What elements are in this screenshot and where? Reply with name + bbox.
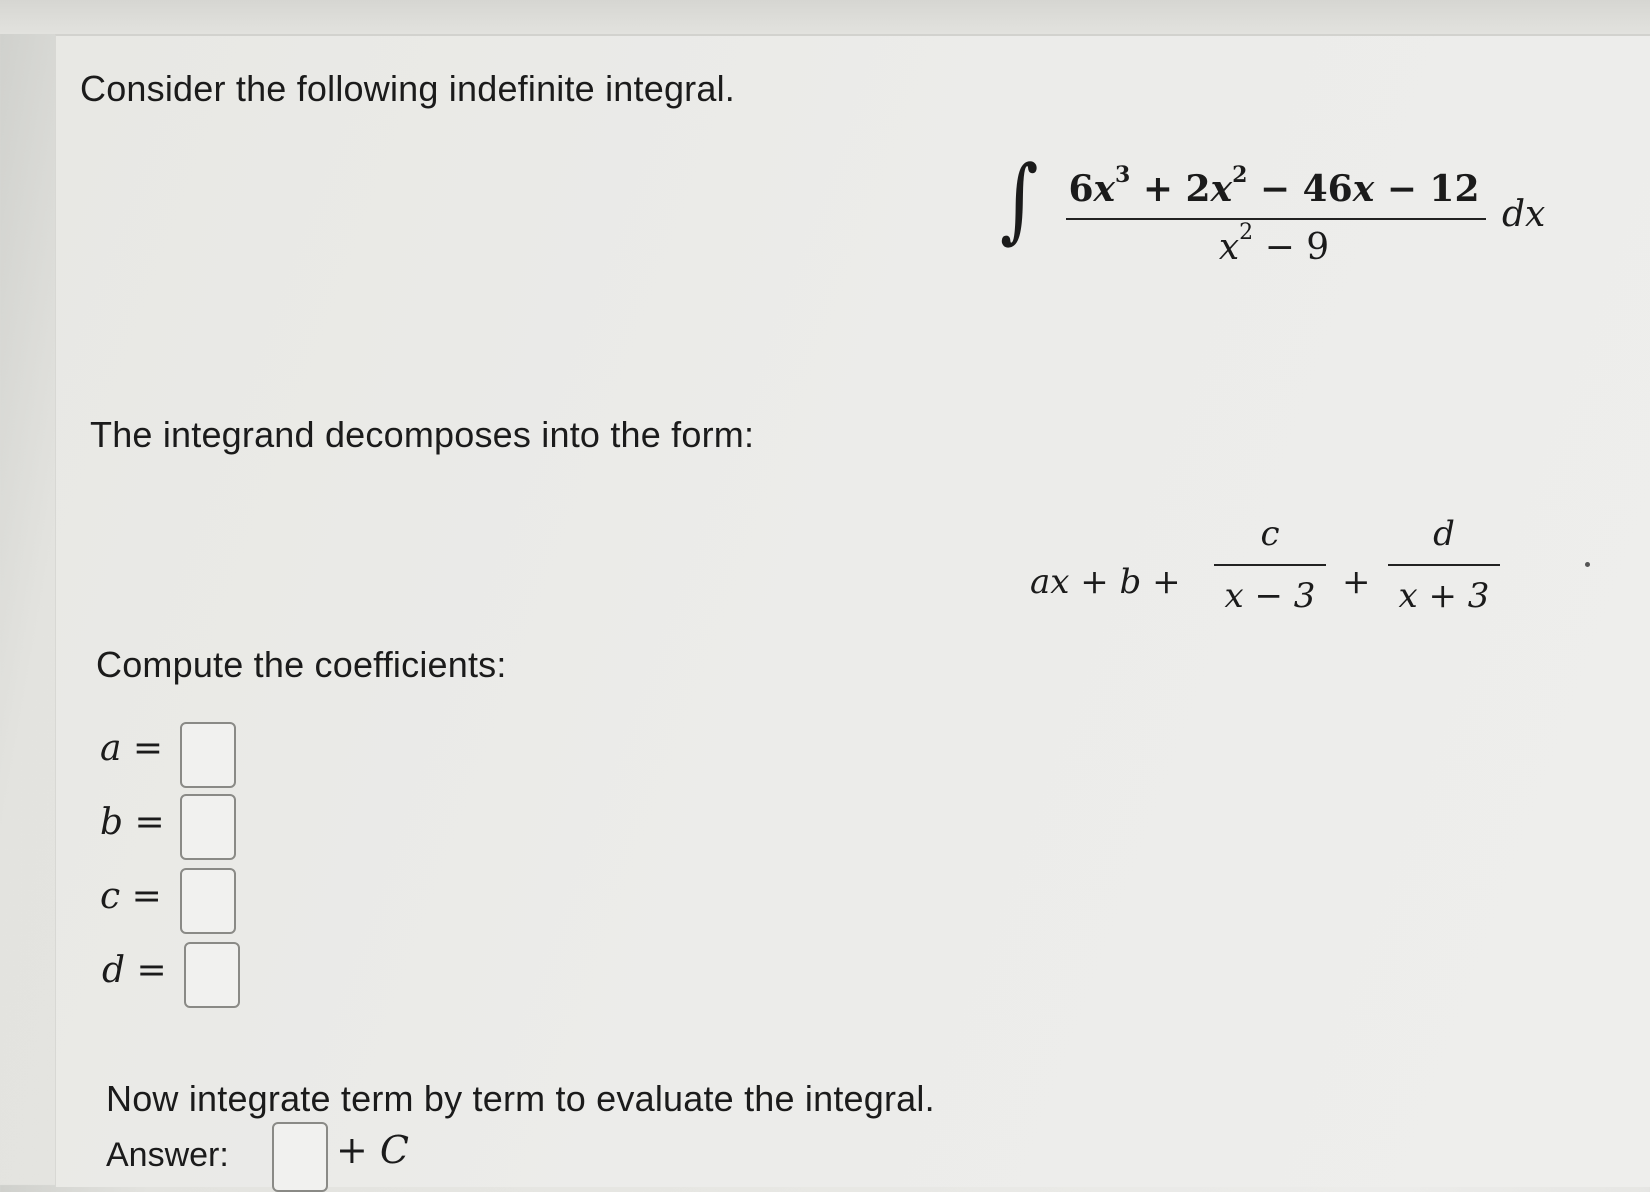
- integrand-numerator: $6x^3 + 2x^2 - 46x - 12$: [1068, 162, 1480, 210]
- decomposition-lead: ax + b +: [1030, 562, 1181, 602]
- coefficient-label-c: c =: [100, 876, 162, 917]
- coefficient-row-c: [100, 866, 300, 934]
- decomposition-label: The integrand decomposes into the form:: [90, 414, 755, 455]
- coefficient-b-input[interactable]: [180, 794, 236, 860]
- coefficient-row-a: [100, 718, 300, 786]
- integral-expression: [1000, 146, 1560, 276]
- coefficient-label-d: d =: [102, 950, 167, 991]
- final-answer-input[interactable]: [272, 1122, 328, 1192]
- coefficient-label-a: a =: [100, 728, 164, 769]
- coefficient-a-input[interactable]: [180, 722, 236, 788]
- integrand-denominator: $x^2 - 9$: [1218, 220, 1330, 268]
- coefficients-label: Compute the coefficients:: [96, 644, 507, 685]
- coefficient-d-input[interactable]: [184, 942, 240, 1008]
- integrate-instruction: Now integrate term by term to evaluate the integral.: [106, 1078, 935, 1119]
- integral-sign: ∫: [1000, 146, 1039, 253]
- integration-constant: + C: [336, 1128, 409, 1172]
- differential: dx: [1502, 194, 1546, 235]
- decorative-dot: [1585, 562, 1590, 567]
- question-intro: Consider the following indefinite integral.: [80, 68, 735, 109]
- final-answer-row: [106, 1118, 426, 1185]
- fraction-bar: [1066, 218, 1486, 220]
- coefficient-row-b: [100, 792, 300, 860]
- coefficient-label-b: b =: [100, 802, 165, 843]
- screen-top-edge: [0, 0, 1650, 34]
- decomposition-form: ax + b + c x − 3 + d x + 3: [1030, 520, 1510, 630]
- coefficient-row-d: [102, 940, 302, 1008]
- plus-sign: +: [1342, 562, 1371, 602]
- answer-label: Answer:: [106, 1136, 229, 1174]
- coefficient-c-input[interactable]: [180, 868, 236, 934]
